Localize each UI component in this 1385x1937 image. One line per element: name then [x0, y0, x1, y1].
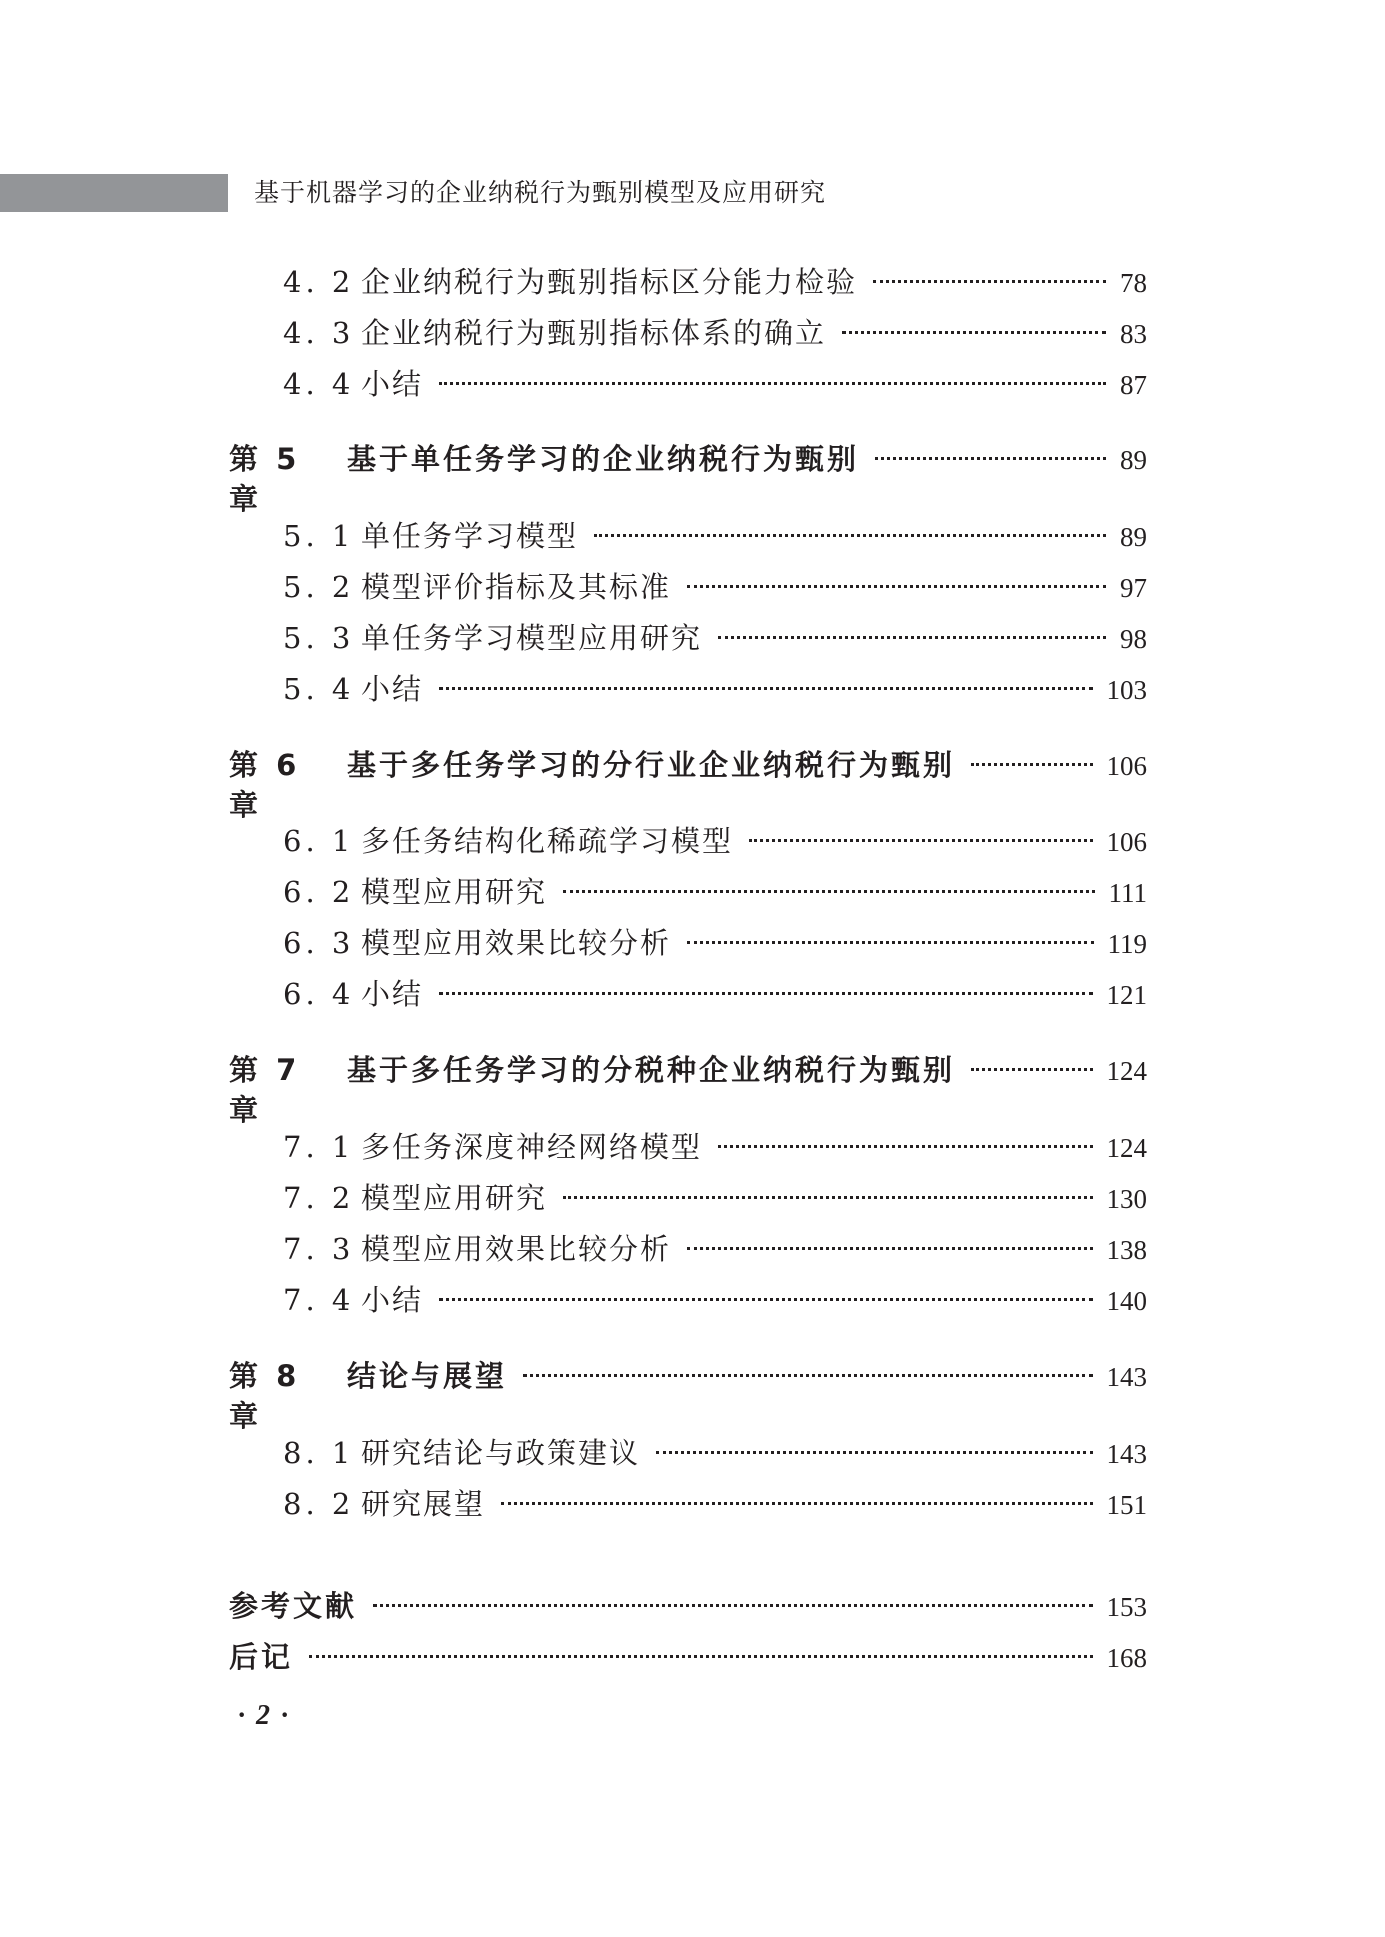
- toc-entry-page: 151: [1106, 1490, 1147, 1520]
- dot-leader: [563, 1196, 1092, 1199]
- toc-entry[interactable]: [283, 872, 1147, 912]
- toc-entry[interactable]: [283, 313, 1147, 353]
- dot-leader: [687, 941, 1093, 944]
- dot-leader: [687, 585, 1106, 588]
- toc-entry-page: 153: [1106, 1592, 1147, 1622]
- dot-leader: [439, 992, 1092, 995]
- toc-chapter-entry[interactable]: [229, 439, 1147, 516]
- dot-leader: [439, 382, 1106, 385]
- toc-entry[interactable]: [283, 1178, 1147, 1218]
- dot-leader: [563, 890, 1094, 893]
- chapter-number: 第 8 章: [229, 1359, 301, 1433]
- toc-chapter-entry[interactable]: [229, 1050, 1147, 1127]
- toc-entry-number: 6. 1: [283, 824, 355, 858]
- toc-entry-page: 168: [1106, 1643, 1147, 1673]
- toc-entry-title: 模型评价指标及其标准: [361, 570, 672, 604]
- toc-entry-number: 5. 2: [283, 570, 355, 604]
- toc-entry-number: 7. 3: [283, 1232, 355, 1266]
- chapter-title: 基于多任务学习的分税种企业纳税行为甄别: [347, 1053, 956, 1087]
- toc-entry-page: 98: [1120, 624, 1147, 654]
- toc-entry-page: 87: [1120, 370, 1147, 400]
- toc-entry[interactable]: [283, 516, 1147, 556]
- toc-entry-page: 97: [1120, 573, 1147, 603]
- toc-entry-number: 4. 4: [283, 367, 355, 401]
- toc-entry-number: 5. 4: [283, 672, 355, 706]
- toc-chapter-entry[interactable]: [229, 1356, 1147, 1433]
- toc-entry[interactable]: [283, 262, 1147, 302]
- toc-entry-title: 多任务结构化稀疏学习模型: [361, 824, 734, 858]
- dot-leader: [594, 534, 1106, 537]
- toc-entry-page: 138: [1106, 1235, 1147, 1265]
- toc-entry-number: 6. 3: [283, 926, 355, 960]
- toc-entry-number: 4. 3: [283, 316, 355, 350]
- dot-leader: [873, 280, 1106, 283]
- dot-leader: [971, 1068, 1092, 1071]
- toc-entry-page: 106: [1106, 751, 1147, 781]
- toc-entry-page: 106: [1106, 827, 1147, 857]
- toc-entry-number: 6. 2: [283, 875, 355, 909]
- toc-chapter-entry[interactable]: [229, 745, 1147, 822]
- toc-entry-number: 8. 2: [283, 1487, 355, 1521]
- toc-entry-page: 121: [1106, 980, 1147, 1010]
- toc-entry-page: 140: [1106, 1286, 1147, 1316]
- toc-entry-page: 83: [1120, 319, 1147, 349]
- toc-entry-title: 模型应用效果比较分析: [361, 1232, 672, 1266]
- toc-entry-title: 小结: [361, 367, 424, 401]
- page-number: · 2 ·: [238, 1700, 290, 1731]
- toc-entry-number: 5. 1: [283, 519, 355, 553]
- backmatter-title: 后记: [229, 1640, 294, 1674]
- toc-entry-page: 89: [1120, 445, 1147, 475]
- toc-entry-page: 143: [1106, 1362, 1147, 1392]
- dot-leader: [842, 331, 1106, 334]
- running-header-title: 基于机器学习的企业纳税行为甄别模型及应用研究: [254, 178, 827, 207]
- toc-entry[interactable]: [283, 974, 1147, 1014]
- dot-leader: [439, 687, 1092, 690]
- dot-leader: [971, 763, 1092, 766]
- toc-entry-title: 模型应用研究: [361, 1181, 548, 1215]
- toc-entry-title: 模型应用研究: [361, 875, 548, 909]
- toc-entry-number: 7. 4: [283, 1283, 355, 1317]
- toc-entry[interactable]: [283, 1433, 1147, 1473]
- dot-leader: [749, 839, 1092, 842]
- toc-backmatter-entry[interactable]: [229, 1586, 1147, 1626]
- toc-entry-title: 小结: [361, 672, 424, 706]
- toc-entry[interactable]: [283, 1484, 1147, 1524]
- toc-entry[interactable]: [283, 364, 1147, 404]
- toc-entry-number: 6. 4: [283, 977, 355, 1011]
- toc-entry-number: 4. 2: [283, 265, 355, 299]
- toc-entry-page: 119: [1107, 929, 1147, 959]
- toc-entry[interactable]: [283, 669, 1147, 709]
- dot-leader: [373, 1604, 1092, 1607]
- dot-leader: [718, 1145, 1092, 1148]
- toc-entry-number: 5. 3: [283, 621, 355, 655]
- toc-entry-page: 89: [1120, 522, 1147, 552]
- toc-entry-title: 企业纳税行为甄别指标区分能力检验: [361, 265, 858, 299]
- toc-entry-page: 78: [1120, 268, 1147, 298]
- dot-leader: [875, 457, 1106, 460]
- dot-leader: [656, 1451, 1092, 1454]
- toc-entry-page: 124: [1106, 1056, 1147, 1086]
- backmatter-title: 参考文献: [229, 1589, 358, 1623]
- toc-entry[interactable]: [283, 1127, 1147, 1167]
- toc-entry-number: 8. 1: [283, 1436, 355, 1470]
- toc-entry-title: 多任务深度神经网络模型: [361, 1130, 703, 1164]
- chapter-title: 基于多任务学习的分行业企业纳税行为甄别: [347, 748, 956, 782]
- toc-entry-title: 小结: [361, 977, 424, 1011]
- dot-leader: [439, 1298, 1092, 1301]
- toc-entry[interactable]: [283, 1280, 1147, 1320]
- dot-leader: [501, 1502, 1092, 1505]
- toc-entry-title: 小结: [361, 1283, 424, 1317]
- dot-leader: [309, 1655, 1092, 1658]
- toc-entry[interactable]: [283, 567, 1147, 607]
- dot-leader: [687, 1247, 1092, 1250]
- dot-leader: [523, 1374, 1092, 1377]
- toc-entry-page: 103: [1106, 675, 1147, 705]
- toc-entry-page: 130: [1106, 1184, 1147, 1214]
- toc-entry-page: 143: [1106, 1439, 1147, 1469]
- chapter-number: 第 5 章: [229, 442, 301, 516]
- toc-entry-page: 111: [1108, 878, 1147, 908]
- header-bar: [0, 174, 228, 212]
- chapter-title: 基于单任务学习的企业纳税行为甄别: [347, 442, 860, 476]
- toc-entry[interactable]: [283, 618, 1147, 658]
- toc-backmatter-entry[interactable]: [229, 1637, 1147, 1677]
- toc-entry[interactable]: [283, 1229, 1147, 1269]
- toc-entry-number: 7. 2: [283, 1181, 355, 1215]
- toc-entry[interactable]: [283, 923, 1147, 963]
- toc-entry-title: 单任务学习模型应用研究: [361, 621, 703, 655]
- chapter-title: 结论与展望: [347, 1359, 508, 1393]
- toc-entry-title: 企业纳税行为甄别指标体系的确立: [361, 316, 827, 350]
- chapter-number: 第 6 章: [229, 748, 301, 822]
- toc-entry-title: 研究结论与政策建议: [361, 1436, 641, 1470]
- toc-entry-title: 单任务学习模型: [361, 519, 579, 553]
- toc-entry-page: 124: [1106, 1133, 1147, 1163]
- toc-entry-title: 研究展望: [361, 1487, 486, 1521]
- dot-leader: [718, 636, 1106, 639]
- toc-entry-title: 模型应用效果比较分析: [361, 926, 672, 960]
- toc-entry-number: 7. 1: [283, 1130, 355, 1164]
- chapter-number: 第 7 章: [229, 1053, 301, 1127]
- toc-entry[interactable]: [283, 821, 1147, 861]
